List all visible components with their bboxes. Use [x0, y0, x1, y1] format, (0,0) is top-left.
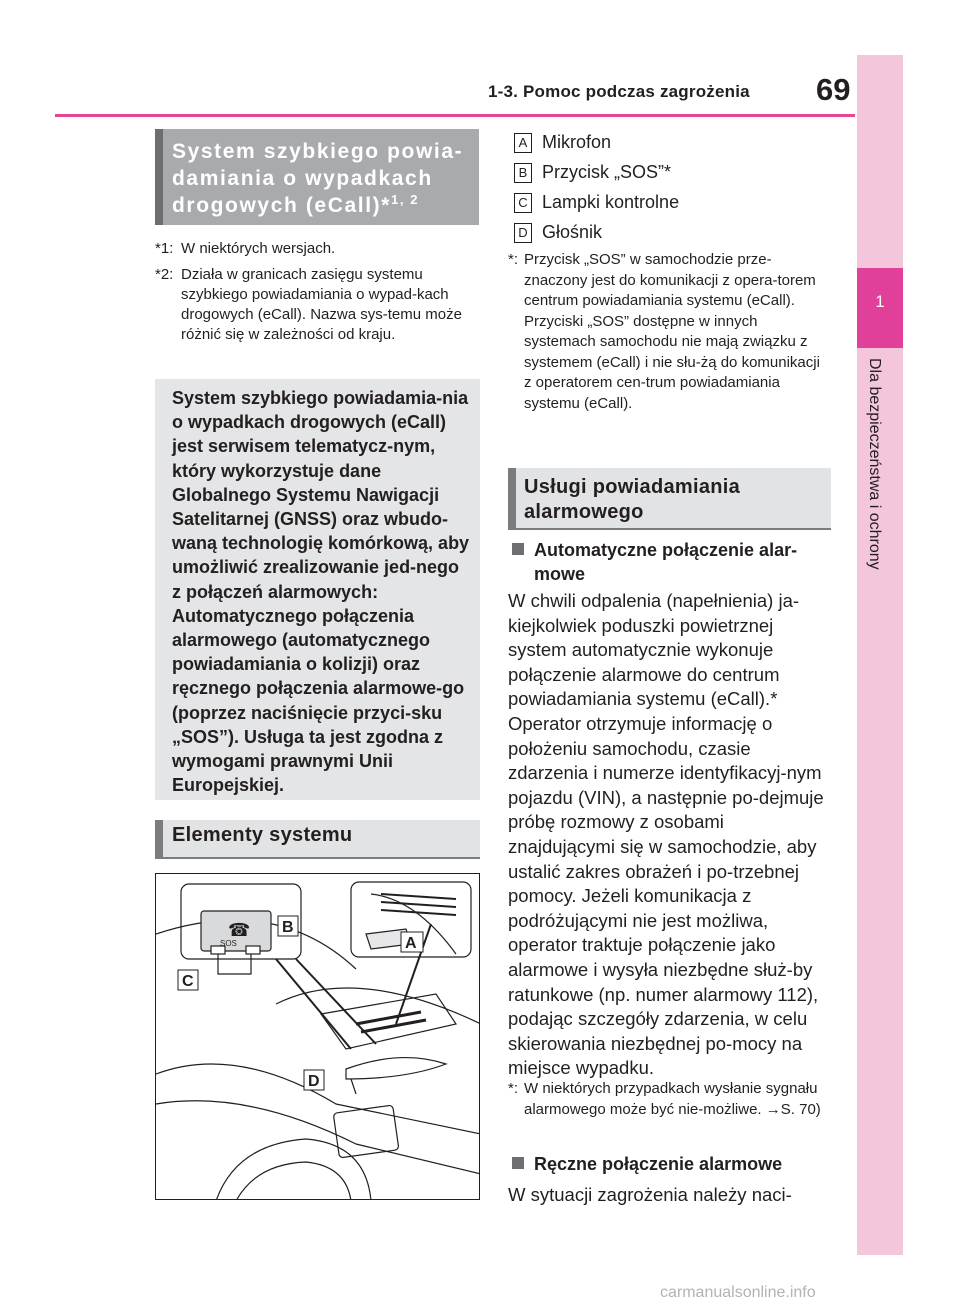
note-signal: *: W niektórych przypadkach wysłanie sygnału alarmowego może być nie-możliwe. →S. 70) — [508, 1080, 821, 1118]
section-title-alarm-services: Usługi powiadamiania alarmowego — [524, 476, 741, 523]
header-rule — [55, 114, 855, 117]
square-bullet-icon — [512, 1157, 524, 1169]
illustration-label-d: D — [308, 1073, 320, 1090]
legend-item-b: B Przycisk „SOS”* — [514, 161, 671, 183]
subheading-manual-call: Ręczne połączenie alarmowe — [512, 1152, 782, 1176]
body-automatic-call: W chwili odpalenia (napełnienia) ja-kiejkolwiek poduszki powietrznej system automatycznie wykonuje połączenie alarmowe do centrum powiadamiania systemu (eCall).* Operator otrzymuje informację o położeniu samochodu, czasie zdarzenia i numerze identyfikacyj-nym pojazdu (VIN), a następnie po-dejmuje próbę rozmowy z osobami znajdującymi się w samochodzie, aby ustalić zakres obrażeń i po-trzebnej pomocy. Jeżeli komunikacja z podróżującymi nie jest możliwa, operator traktuje połączenie jako alarmowe i wysyła niezbędne służ-by ratunkowe (np. numer alarmowy 112), podając szczegóły zdarzenia, w celu skierowania niezbędnej po-mocy na miejsce wypadku. — [508, 590, 824, 1079]
running-header-title: 1-3. Pomoc podczas zagrożenia — [488, 82, 750, 101]
system-illustration — [155, 873, 480, 1200]
legend-item-c: C Lampki kontrolne — [514, 191, 679, 213]
watermark: carmanualsonline.info — [660, 1284, 816, 1301]
section-title-ecall: System szybkiego powia- damiania o wypadkach drogowych (eCall)*$^{1, 2}$ — [172, 140, 464, 217]
body-manual-call: W sytuacji zagrożenia należy naci- — [508, 1184, 792, 1205]
chapter-side-tab — [857, 55, 903, 1255]
chapter-title: Dla bezpieczeństwa i ochrony — [866, 358, 883, 570]
illustration-sos-label: SOS — [220, 939, 237, 948]
illustration-label-b: B — [282, 919, 294, 936]
svg-text:☎: ☎ — [228, 920, 251, 941]
footnote-2: *2: Działa w granicach zasięgu systemu szybkiego powiadamiania o wypad-kach drogowych (eCall). Nazwa sys-temu może różnić się w zależności od kraju. — [155, 266, 462, 343]
legend-item-d: D Głośnik — [514, 221, 602, 243]
section-title-elements: Elementy systemu — [172, 824, 353, 846]
note-sos-button: *: Przycisk „SOS” w samochodzie prze-znaczony jest do komunikacji z opera-torem centrum powiadamiania systemu (eCall). Przyciski „SOS” dostępne w innych systemach samochodu nie mają związku z systemem (eCall) i nie słu-żą do komunikacji z operatorem cen-trum powiadamiania systemu (eCall). — [508, 251, 820, 412]
footnote-1: *1: W niektórych wersjach. — [155, 240, 336, 257]
illustration-label-c: C — [182, 973, 194, 990]
square-bullet-icon — [512, 543, 524, 555]
page-number: 69 — [816, 72, 851, 107]
legend-item-a: A Mikrofon — [514, 131, 611, 153]
illustration-label-a: A — [405, 935, 417, 952]
subheading-automatic-call: Automatyczne połączenie alar-mowe — [512, 538, 830, 586]
chapter-number: 1 — [875, 292, 885, 311]
info-box-text: System szybkiego powiadamia-nia o wypadkach drogowych (eCall) jest serwisem telematycz-nym, który wykorzystuje dane Globalnego Systemu Nawigacji Satelitarnej (GNSS) oraz wbudo-waną technologię komórkową, aby umożliwić zrealizowanie jed-nego z połączeń alarmowych: Automatycznego połączenia alarmowego (automatycznego powiadamiania o kolizji) oraz ręcznego połączenia alarmowe-go (poprzez naciśnięcie przyci-sku „SOS”). Usługa ta jest zgodna z wymogami prawnymi Unii Europejskiej. — [172, 388, 470, 796]
